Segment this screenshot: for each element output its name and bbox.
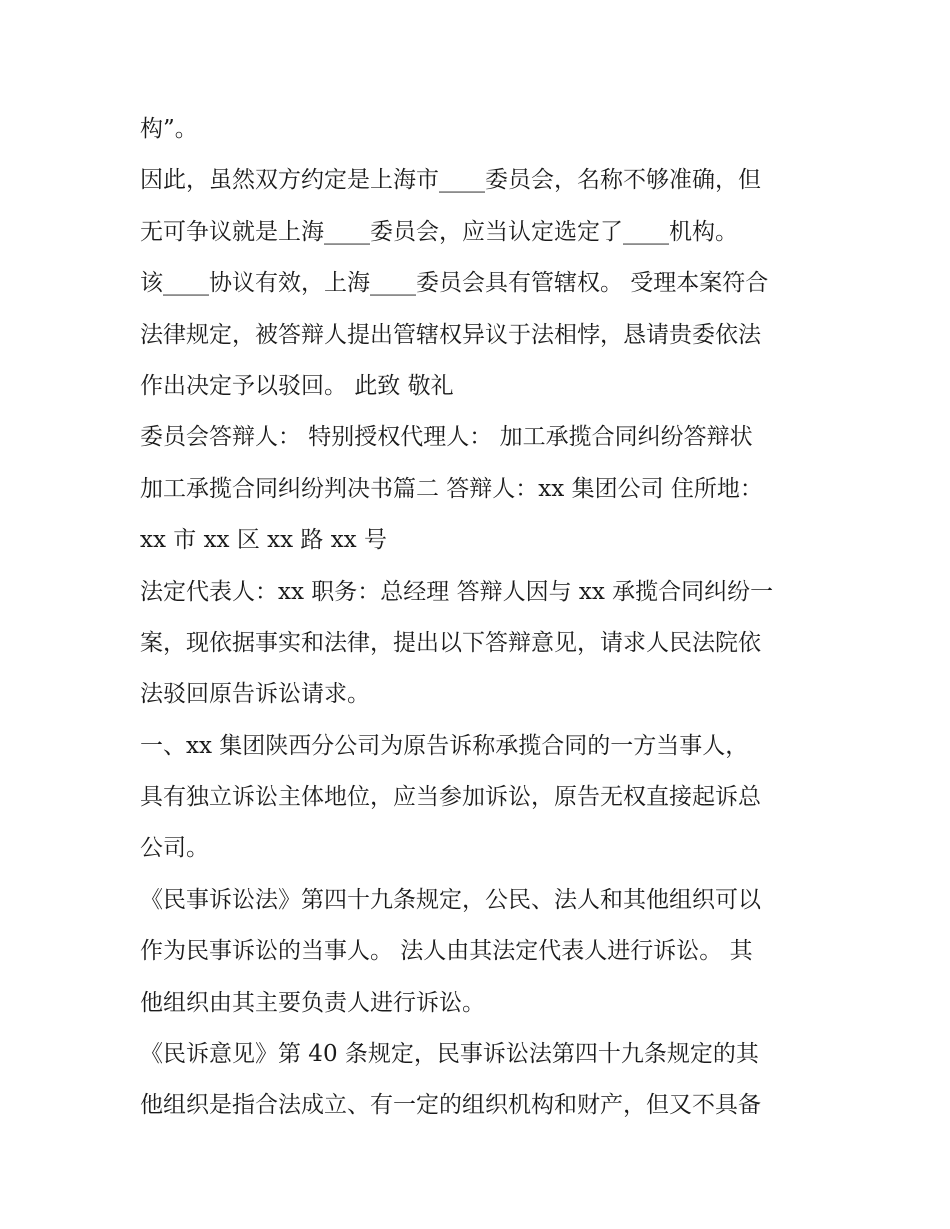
text-line: 加工承揽合同纠纷判决书篇二 答辩人：xx 集团公司 住所地： bbox=[140, 475, 763, 502]
document-body bbox=[140, 104, 820, 1132]
text-line: 委员会答辩人： 特别授权代理人： 加工承揽合同纠纷答辩状 bbox=[140, 424, 753, 451]
text-line: 他组织是指合法成立、有一定的组织机构和财产，但又不具备 bbox=[140, 1092, 761, 1119]
text-line: 具有独立诉讼主体地位，应当参加诉讼，原告无权直接起诉总 bbox=[140, 784, 761, 811]
text-line: 案，现依据事实和法律，提出以下答辩意见，请求人民法院依 bbox=[140, 629, 761, 656]
text-line: 无可争议就是上海____委员会，应当认定选定了____机构。 bbox=[140, 218, 738, 245]
text-line: 法驳回原告诉讼请求。 bbox=[140, 681, 370, 708]
text-line: xx 市 xx 区 xx 路 xx 号 bbox=[140, 527, 387, 554]
text-line: 《民事诉讼法》第四十九条规定，公民、法人和其他组织可以 bbox=[140, 886, 761, 913]
text-line: 该____协议有效，上海____委员会具有管辖权。 受理本案符合 bbox=[140, 270, 769, 297]
text-line: 他组织由其主要负责人进行诉讼。 bbox=[140, 989, 485, 1016]
text-line: 作为民事诉讼的当事人。 法人由其法定代表人进行诉讼。 其 bbox=[140, 938, 753, 965]
text-line: 作出决定予以驳回。 此致 敬礼 bbox=[140, 372, 454, 399]
text-line: 构”。 bbox=[140, 116, 198, 142]
text-line: 法律规定，被答辩人提出管辖权异议于法相悖，恳请贵委依法 bbox=[140, 321, 761, 348]
text-line: 一、xx 集团陕西分公司为原告诉称承揽合同的一方当事人， bbox=[140, 732, 749, 759]
text-line: 《民诉意见》第 40 条规定，民事诉讼法第四十九条规定的其 bbox=[140, 1041, 759, 1068]
text-line: 公司。 bbox=[140, 835, 209, 862]
text-line: 因此，虽然双方约定是上海市____委员会，名称不够准确，但 bbox=[140, 167, 761, 194]
text-line: 法定代表人：xx 职务：总经理 答辩人因与 xx 承揽合同纠纷一 bbox=[140, 578, 774, 605]
